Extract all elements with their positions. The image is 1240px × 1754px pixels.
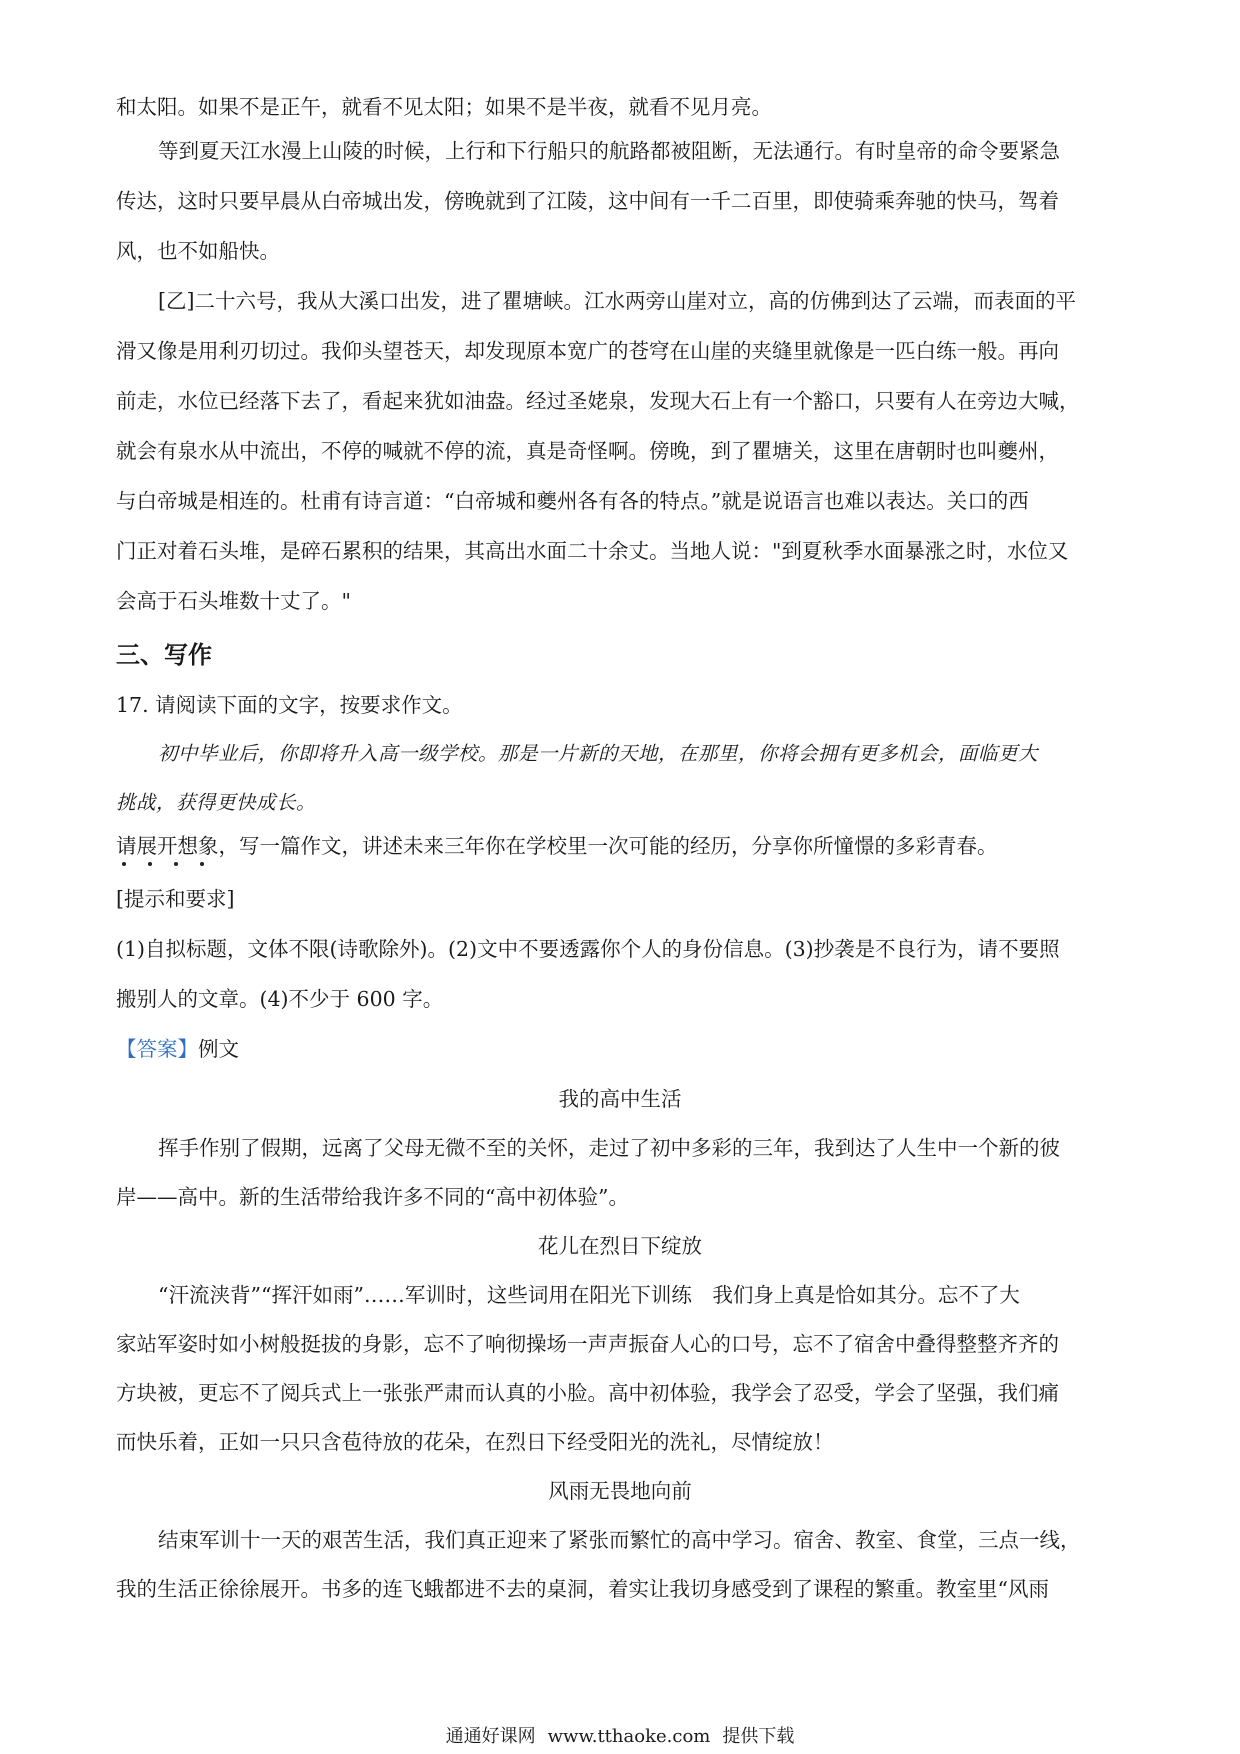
quoted-material: 挑战，获得更快成长。	[116, 791, 317, 814]
essay-paragraph-line: 而快乐着，正如一只只含苞待放的花朵，在烈日下经受阳光的洗礼，尽情绽放！	[116, 1430, 834, 1454]
essay-paragraph-line: 方块被，更忘不了阅兵式上一张张严肃而认真的小脸。高中初体验，我学会了忍受，学会了坚强，我们痛	[116, 1381, 1059, 1405]
text-line: 与白帝城是相连的。杜甫有诗言道：“白帝城和夔州各有各的特点。”就是说语言也难以表达。关口的西	[116, 489, 1029, 513]
essay-paragraph-line: 结束军训十一天的艰苦生活，我们真正迎来了紧张而繁忙的高中学习。宿舍、教室、食堂，三点一线，	[158, 1528, 1081, 1552]
writing-task: 请展开想象，写一篇作文，讲述未来三年你在学校里一次可能的经历，分享你所憧憬的多彩青春。	[116, 834, 998, 858]
essay-paragraph-line: “汗流浃背”“挥汗如雨”……军训时，这些词用在阳光下训练 我们身上真是恰如其分。忘不了大	[158, 1283, 1020, 1307]
essay-title: 我的高中生活	[558, 1087, 682, 1111]
essay-subheading: 花儿在烈日下绽放	[538, 1234, 702, 1258]
footer-site-name: 通通好课网	[445, 1726, 536, 1747]
essay-paragraph-line: 岸——高中。新的生活带给我许多不同的“高中初体验”。	[116, 1185, 629, 1209]
text-line: 滑又像是用利刃切过。我仰头望苍天，却发现原本宽广的苍穹在山崖的夹缝里就像是一匹白练一般。再向	[116, 339, 1059, 363]
requirements-heading: [提示和要求]	[116, 887, 235, 911]
text-line: 前走，水位已经落下去了，看起来犹如油盎。经过圣姥泉，发现大石上有一个豁口，只要有人在旁边大喊，	[116, 389, 1080, 413]
text-line: 等到夏天江水漫上山陵的时候，上行和下行船只的航路都被阻断，无法通行。有时皇帝的命令要紧急	[158, 139, 1060, 163]
essay-paragraph-line: 我的生活正徐徐展开。书多的连飞蛾都进不去的桌洞，着实让我切身感受到了课程的繁重。教室里“风雨	[116, 1577, 1049, 1601]
text-line: [乙]二十六号，我从大溪口出发，进了瞿塘峡。江水两旁山崖对立，高的仿佛到达了云端，而表面的平	[158, 289, 1076, 313]
footer-url[interactable]: www.tthaoke.com	[547, 1726, 711, 1747]
answer-tag: 【答案】	[116, 1037, 198, 1061]
essay-paragraph-line: 家站军姿时如小树般挺拔的身影，忘不了响彻操场一声声振奋人心的口号，忘不了宿舍中叠得整整齐齐的	[116, 1332, 1059, 1356]
requirements-text: (1)自拟标题，文体不限(诗歌除外)。(2)文中不要透露你个人的身份信息。(3)抄袭是不良行为，请不要照	[116, 937, 1060, 961]
answer-label: 例文	[198, 1037, 239, 1061]
section-heading: 三、写作	[116, 640, 212, 669]
answer-line	[116, 1035, 239, 1063]
page-footer	[0, 1725, 1240, 1749]
text-line: 风，也不如船快。	[116, 239, 280, 263]
text-line: 会高于石头堆数十丈了。"	[116, 589, 351, 613]
requirements-text: 搬别人的文章。(4)不少于 600 字。	[116, 987, 444, 1011]
emphasis-dots	[118, 862, 228, 870]
text-line: 和太阳。如果不是正午，就看不见太阳；如果不是半夜，就看不见月亮。	[116, 95, 772, 119]
text-line: 门正对着石头堆，是碎石累积的结果，其高出水面二十余丈。当地人说："到夏秋季水面暴涨之时，水位又	[116, 539, 1069, 563]
essay-subheading: 风雨无畏地向前	[548, 1479, 692, 1503]
text-line: 传达，这时只要早晨从白帝城出发，傍晚就到了江陵，这中间有一千二百里，即使骑乘奔驰的快马，驾着	[116, 189, 1059, 213]
essay-paragraph-line: 挥手作别了假期，远离了父母无微不至的关怀，走过了初中多彩的三年，我到达了人生中一个新的彼	[158, 1136, 1060, 1160]
question-prompt: 17. 请阅读下面的文字，按要求作文。	[116, 693, 463, 717]
footer-suffix: 提供下载	[722, 1726, 795, 1747]
quoted-material: 初中毕业后，你即将升入高一级学校。那是一片新的天地，在那里，你将会拥有更多机会，面临更大	[158, 742, 1039, 765]
text-line: 就会有泉水从中流出，不停的喊就不停的流，真是奇怪啊。傍晚，到了瞿塘关，这里在唐朝时也叫夔州，	[116, 439, 1059, 463]
